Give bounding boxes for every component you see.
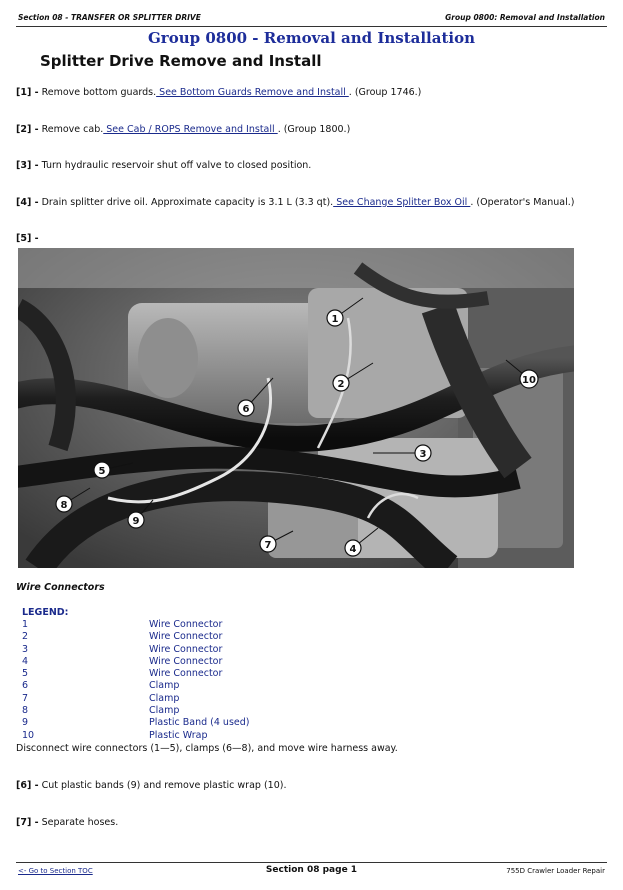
legend-number: 7 xyxy=(22,692,29,704)
legend-item xyxy=(22,668,342,680)
step-text: Separate hoses. xyxy=(41,817,119,828)
step-5 xyxy=(16,233,39,244)
legend-number: 3 xyxy=(22,643,29,655)
legend-label: Wire Connector xyxy=(149,643,223,655)
step-text: Cut plastic bands (9) and remove plastic wrap (10). xyxy=(41,780,287,791)
step-number: [3] - xyxy=(16,160,39,171)
legend-label: Clamp xyxy=(149,705,180,717)
legend-number: 9 xyxy=(22,717,29,729)
step-reference: . (Operator's Manual.) xyxy=(470,197,575,208)
callout-6: 6 xyxy=(242,404,250,415)
step-text: Remove cab. xyxy=(41,124,104,135)
step-number: [1] - xyxy=(16,87,39,98)
callout-9: 9 xyxy=(132,516,140,527)
step-number: [4] - xyxy=(16,197,39,208)
legend-item xyxy=(22,619,342,631)
section-toc-link[interactable]: <- Go to Section TOC xyxy=(18,867,93,875)
step-reference: . (Group 1800.) xyxy=(277,124,351,135)
step-text: Turn hydraulic reservoir shut off valve to closed position. xyxy=(41,160,312,171)
step-reference: . (Group 1746.) xyxy=(348,87,422,98)
legend-label: Wire Connector xyxy=(149,631,223,643)
legend-number: 6 xyxy=(22,680,29,692)
callout-10: 10 xyxy=(522,375,536,386)
splitter-drive-photo xyxy=(18,248,574,568)
step-3 xyxy=(16,160,311,171)
legend-number: 2 xyxy=(22,631,29,643)
footer-divider xyxy=(16,862,607,863)
callout-2: 2 xyxy=(337,379,345,390)
legend-label: Plastic Wrap xyxy=(149,729,208,741)
legend-label: Clamp xyxy=(149,680,180,692)
legend-item xyxy=(22,656,342,668)
legend-label: Clamp xyxy=(149,692,180,704)
legend-item xyxy=(22,680,342,692)
step-number: [5] - xyxy=(16,233,39,244)
callout-8: 8 xyxy=(60,500,68,511)
legend-item xyxy=(22,717,342,729)
legend-label: Plastic Band (4 used) xyxy=(149,717,250,729)
group-header: Group 0800: Removal and Installation xyxy=(445,13,605,22)
legend-number: 5 xyxy=(22,668,29,680)
splitter-oil-link[interactable]: See Change Splitter Box Oil xyxy=(333,197,471,208)
legend-label: Wire Connector xyxy=(149,668,223,680)
callout-1: 1 xyxy=(331,314,339,325)
step-number: [6] - xyxy=(16,780,39,791)
callout-5: 5 xyxy=(98,466,106,477)
legend-number: 4 xyxy=(22,655,29,667)
legend-item xyxy=(22,631,342,643)
step-text: Remove bottom guards. xyxy=(41,87,157,98)
legend-item xyxy=(22,705,342,717)
callout-4: 4 xyxy=(349,544,357,555)
legend-label: Wire Connector xyxy=(149,619,223,630)
step-2 xyxy=(16,124,350,135)
figure-caption: Wire Connectors xyxy=(16,582,105,593)
callout-7: 7 xyxy=(264,540,272,551)
step-text: Drain splitter drive oil. Approximate capacity is 3.1 L (3.3 qt). xyxy=(41,197,334,208)
legend-list xyxy=(22,619,342,742)
cab-rops-link[interactable]: See Cab / ROPS Remove and Install xyxy=(103,124,278,135)
step-number: [7] - xyxy=(16,817,39,828)
legend-item xyxy=(22,693,342,705)
header-divider xyxy=(16,26,607,27)
callout-3: 3 xyxy=(419,449,427,460)
disconnect-instruction: Disconnect wire connectors (1—5), clamps (6—8), and move wire harness away. xyxy=(16,743,398,754)
page-number: Section 08 page 1 xyxy=(265,865,358,875)
product-name: 755D Crawler Loader Repair xyxy=(506,867,605,875)
bottom-guards-link[interactable]: See Bottom Guards Remove and Install xyxy=(156,87,349,98)
step-number: [2] - xyxy=(16,124,39,135)
photo-illustration xyxy=(18,248,574,568)
legend-label: Wire Connector xyxy=(149,655,223,667)
group-title: Group 0800 - Removal and Installation xyxy=(148,29,475,47)
section-header: Section 08 - TRANSFER OR SPLITTER DRIVE xyxy=(18,13,201,22)
legend-heading: LEGEND: xyxy=(22,607,69,618)
step-6 xyxy=(16,780,286,791)
legend-number: 1 xyxy=(22,619,29,630)
legend-number: 10 xyxy=(22,729,35,741)
legend-item xyxy=(22,730,342,742)
legend-number: 8 xyxy=(22,705,29,717)
page-title: Splitter Drive Remove and Install xyxy=(40,52,322,70)
legend-item xyxy=(22,644,342,656)
step-1 xyxy=(16,87,421,98)
step-4 xyxy=(16,197,574,208)
step-7 xyxy=(16,817,118,828)
